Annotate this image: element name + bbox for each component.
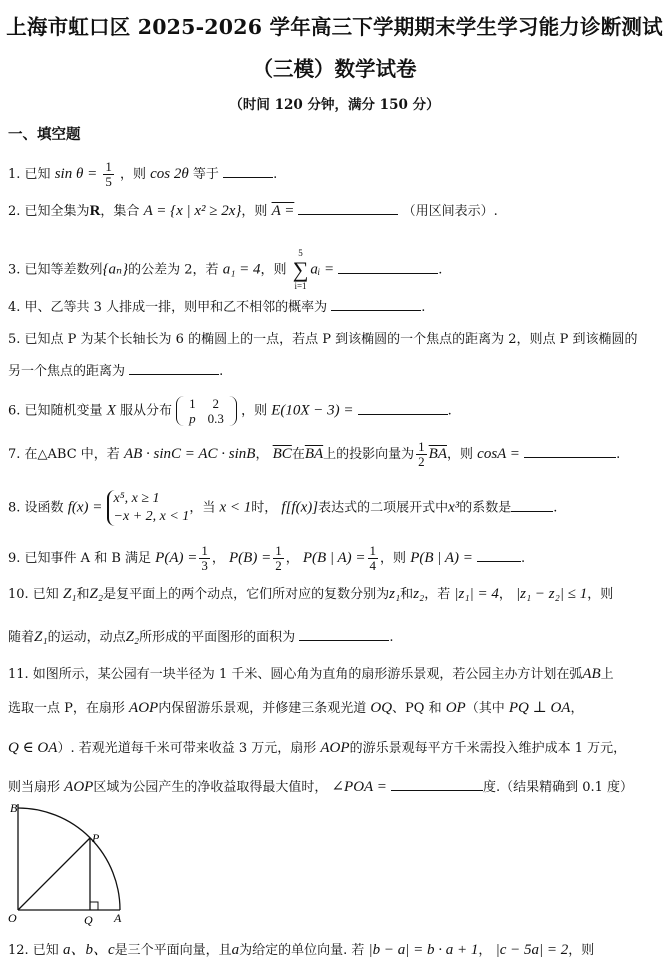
q9-PB: P(B) = <box>229 550 272 566</box>
q7-text-3: 在 <box>291 447 305 462</box>
q6-X: X <box>106 402 116 419</box>
q11-text-10: 区域为公园产生的净收益取得最大值时， <box>93 780 328 795</box>
question-11-line-3 <box>8 738 660 759</box>
answer-blank-6[interactable] <box>358 400 448 415</box>
answer-blank-9[interactable] <box>477 547 521 562</box>
q10-text-2: 和 <box>76 587 90 602</box>
q12-text-4: ， <box>478 943 492 958</box>
section-title: 一、填空题 <box>8 126 81 143</box>
question-3 <box>8 248 660 292</box>
q11-Q-in-OA: Q ∈ OA <box>8 740 58 756</box>
answer-blank-10[interactable] <box>299 626 389 641</box>
answer-blank-11[interactable] <box>391 776 483 791</box>
q10-text-8: 随着 <box>8 630 35 645</box>
q4-end: . <box>421 300 426 315</box>
q5-text-2: 另一个焦点的距离为 <box>8 364 126 379</box>
label-A: A <box>114 911 122 925</box>
q2-text-4: （用区间表示）. <box>402 204 498 219</box>
label-P: P <box>92 831 100 845</box>
question-9: 9. 已知事件 A 和 B 满足 P(A) = $\frac{1}{3}$ ， P(B) = $\frac{1}{2}$ ， P(B | A) = $\frac{1}{4}$ ，则 P(B | A) = . <box>8 543 526 573</box>
q6-text-3: ，则 <box>241 403 268 419</box>
q3-sum-symbol: 5 ∑ i=1 <box>292 248 309 291</box>
q10-Z1: Z₁ <box>62 586 77 602</box>
question-5-line-1 <box>8 330 660 350</box>
q10-text-5: ，若 <box>424 587 451 602</box>
question-11-line-2: 选取一点 P，在扇形 AOP内保留游乐景观，并修建三条观光道 OQ、PQ 和 OP（其中 PQ ⊥ OA， <box>8 700 584 716</box>
q11-text-4: 内保留游乐景观，并修建三条观光道 <box>158 701 367 716</box>
q10-text: 10. 已知 <box>8 587 59 602</box>
q1-text-3: 等于 <box>192 167 219 182</box>
q11-angle: ∠POA = <box>331 779 387 795</box>
title-line-2: （三模）数学试卷 <box>252 57 417 81</box>
q8-text: 设函数 <box>24 500 64 516</box>
q7-cos: cosA = <box>477 446 520 462</box>
question-1 <box>8 160 660 189</box>
q8-text-5: 的系数是 <box>459 500 512 516</box>
label-O: O <box>8 911 17 925</box>
q11-text-6: （其中 <box>465 701 505 716</box>
q7-end: . <box>616 447 621 462</box>
q3-ai: aᵢ = <box>310 261 335 278</box>
q11-sector-2: AOP <box>320 740 350 756</box>
q11-text-7: ）. 若观光道每千米可带来收益 3 万元，扇形 <box>57 741 317 756</box>
q2-R: R <box>89 203 101 219</box>
q8-x3: x³ <box>448 499 460 516</box>
q9-text: 已知事件 A 和 B 满足 <box>24 551 152 566</box>
answer-blank-3[interactable] <box>338 259 438 274</box>
q7-vector-BA: $\overline{BA}$ <box>304 446 324 462</box>
q3-sequence: {aₙ} <box>102 261 129 278</box>
question-6 <box>8 396 660 426</box>
question-11-line-4 <box>8 776 660 798</box>
q3-a1: a₁ = 4 <box>222 261 261 278</box>
answer-blank-1[interactable] <box>223 163 273 178</box>
answer-blank-7[interactable] <box>524 443 616 458</box>
q6-text-2: 服从分布 <box>120 403 173 419</box>
q10-text-9: 的运动，动点 <box>47 630 126 645</box>
q10-z1: z₁ <box>389 586 401 602</box>
q9-PBA: P(B | A) = <box>302 550 366 566</box>
title-line-1: 上海市虹口区 2025-2026 学年高三下学期期末学生学习能力诊断测试 <box>6 15 663 39</box>
answer-blank-8[interactable] <box>511 497 553 512</box>
q1-fraction: $\frac{1}{5}$ <box>105 159 112 189</box>
q10-text-7: ，则 <box>587 587 614 602</box>
q10-Z1-2: Z₁ <box>34 629 48 645</box>
sector-figure <box>6 798 146 928</box>
q11-text-2: 上 <box>600 667 614 682</box>
q7-number: 7. <box>8 447 21 462</box>
q9-PA: P(A) = <box>155 550 198 566</box>
q10-text-3: 是复平面上的两个动点，它们所对应的复数分别为 <box>103 587 390 602</box>
question-7 <box>8 440 660 469</box>
q10-text-10: 所形成的平面图形的面积为 <box>139 630 296 645</box>
question-2 <box>8 200 660 222</box>
q8-number: 8. <box>8 500 21 516</box>
q2-text: 已知全集为 <box>24 204 90 219</box>
q11-sector-3: AOP <box>64 779 94 795</box>
q2-text-3: ，则 <box>241 204 268 219</box>
q9-number: 9. <box>8 551 21 566</box>
q8-text-4: 表达式的二项展开式中 <box>318 500 449 516</box>
q10-z2: z₂ <box>413 586 425 602</box>
q6-distribution-matrix: 1 2 p 0.3 <box>176 396 237 426</box>
q11-perp: PQ ⊥ OA <box>508 700 571 716</box>
question-8 <box>8 490 660 526</box>
right-angle-mark <box>90 902 98 910</box>
q10-text-6: ， <box>498 587 512 602</box>
q2-set: A = {x | x² ≥ 2x} <box>143 203 242 219</box>
label-Q: Q <box>84 913 93 927</box>
q6-number: 6. <box>8 403 21 419</box>
answer-blank-2[interactable] <box>298 200 398 215</box>
q10-condition-2: |z₁ − z₂| ≤ 1 <box>515 586 588 602</box>
q9-frac-1: $\frac{1}{3}$ <box>201 543 208 573</box>
q12-text-5: ，则 <box>568 943 595 958</box>
q11-OQ: OQ <box>370 700 393 716</box>
q7-vector-BA-2: $\overline{BA}$ <box>428 446 447 462</box>
q11-text: 11. 如图所示，某公园有一块半径为 1 千米、圆心角为直角的扇形游乐景观，若公园主办方计划在弧 <box>8 667 583 682</box>
q7-text-2: ， <box>255 447 269 462</box>
q3-text: 已知等差数列 <box>24 262 103 278</box>
q1-end: . <box>273 167 278 182</box>
q12-a: a <box>231 942 240 958</box>
segment-OP <box>18 838 90 910</box>
question-4 <box>8 296 660 318</box>
q7-fraction: $\frac{1}{2}$ <box>418 439 425 469</box>
q6-text: 已知随机变量 <box>24 403 103 419</box>
q11-text-3: 选取一点 P，在扇形 <box>8 701 125 716</box>
q12-condition-2: |c − 5a| = 2 <box>495 942 569 958</box>
exam-subtitle: （时间 120 分钟，满分 150 分） <box>229 97 440 113</box>
q1-number: 1. <box>8 167 21 182</box>
q6-expectation: E(10X − 3) = <box>271 402 354 419</box>
q10-Z2-2: Z₂ <box>125 629 140 645</box>
question-5-line-2 <box>8 360 660 382</box>
q5-text: 5. 已知点 P 为某个长轴长为 6 的椭圆上的一点，若点 P 到该椭圆的一个焦点的距离为 2，则点 P 到该椭圆的 <box>8 332 638 347</box>
q11-OP: OP <box>445 700 466 716</box>
q8-text-2: ，当 <box>189 500 216 516</box>
q8-composite: f[f(x)] <box>281 499 319 516</box>
label-B: B <box>10 801 18 815</box>
q12-text: 12. 已知 <box>8 943 59 958</box>
q8-piecewise: x⁵, x ≥ 1 −x + 2, x < 1 <box>107 490 190 526</box>
q11-text-9: 则当扇形 <box>8 780 61 795</box>
q11-text-5: 、PQ 和 <box>392 701 442 716</box>
q7-vector-BC: $\overline{BC}$ <box>272 446 292 462</box>
q6-end: . <box>447 403 452 419</box>
answer-blank-4[interactable] <box>331 296 421 311</box>
q7-text: 在△ABC 中，若 <box>24 447 120 462</box>
q11-text-11: 度.（结果精确到 0.1 度） <box>482 780 634 795</box>
q12-vectors: a、b、c <box>62 942 115 958</box>
q11-text-8: 的游乐景观每平方千米需投入维护成本 1 万元， <box>349 741 627 756</box>
q12-condition-1: |b − a| = b · a + 1 <box>368 942 479 958</box>
q7-text-4: 上的投影向量为 <box>323 447 415 462</box>
q1-text: 已知 <box>24 167 51 182</box>
q2-number: 2. <box>8 204 21 219</box>
q9-frac-3: $\frac{1}{4}$ <box>369 543 377 573</box>
question-10-line-2 <box>8 626 660 648</box>
q3-end: . <box>438 262 443 278</box>
q11-arc: AB <box>582 666 601 682</box>
q8-end: . <box>553 500 558 516</box>
q7-condition: AB · sinC = AC · sinB <box>123 446 256 462</box>
q2-text-2: ，集合 <box>100 204 140 219</box>
q9-end: . <box>521 551 526 566</box>
q7-text-5: ，则 <box>447 447 474 462</box>
q12-text-3: 为给定的单位向量. 若 <box>239 943 365 958</box>
q10-text-4: 和 <box>400 587 414 602</box>
q5-end: . <box>219 364 224 379</box>
q3-text-3: ，则 <box>260 262 287 278</box>
question-10-line-1 <box>8 584 660 605</box>
q9-PBAbar: P(B | A) = <box>410 550 473 566</box>
q10-condition-1: |z₁| = 4 <box>454 586 499 602</box>
q12-text-2: 是三个平面向量，且 <box>114 943 232 958</box>
q8-text-3: 时， <box>251 500 278 516</box>
q8-condition: x < 1 <box>219 499 252 516</box>
q3-number: 3. <box>8 262 21 278</box>
q4-text: 4. 甲、乙等共 3 人排成一排，则甲和乙不相邻的概率为 <box>8 300 328 315</box>
question-12 <box>8 940 660 961</box>
q2-complement: A = <box>271 203 295 219</box>
q8-f: f(x) = <box>67 499 103 516</box>
q9-frac-2: $\frac{1}{2}$ <box>275 543 282 573</box>
q1-cos: cos 2θ <box>150 166 189 182</box>
q1-text-2: ，则 <box>119 167 146 182</box>
q10-Z2: Z₂ <box>89 586 104 602</box>
q1-sin: sin θ = <box>54 166 98 182</box>
question-11-line-1 <box>8 664 660 685</box>
q9-text-2: ，则 <box>380 551 407 566</box>
q3-text-2: 的公差为 2，若 <box>128 262 219 278</box>
q11-sector: AOP <box>129 700 159 716</box>
answer-blank-5[interactable] <box>129 360 219 375</box>
q10-end: . <box>389 630 394 645</box>
